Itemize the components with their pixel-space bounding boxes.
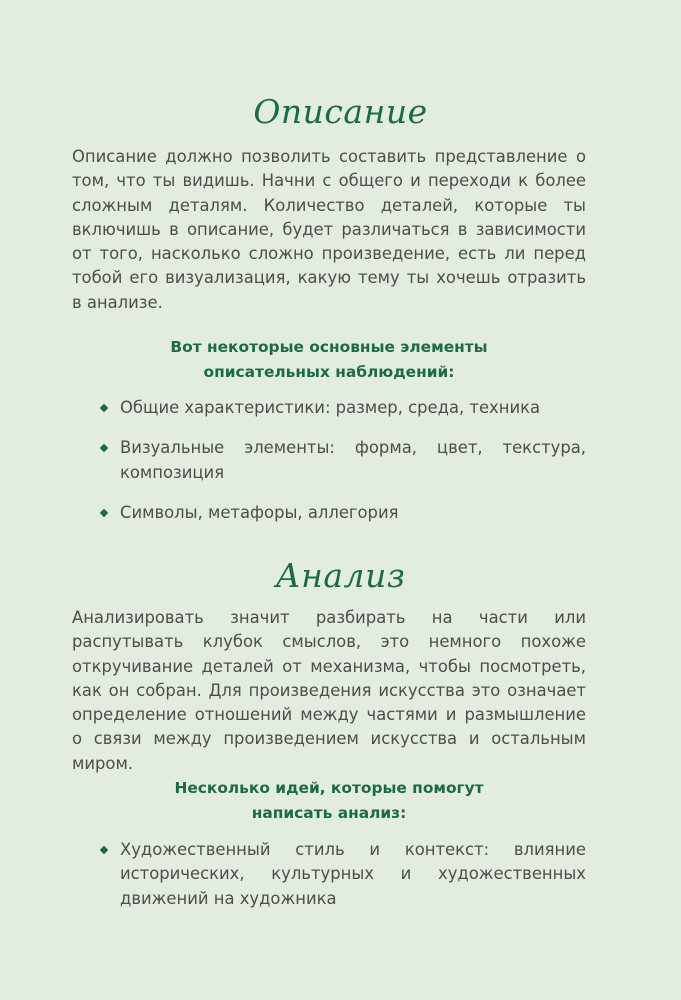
section-title-description: Описание bbox=[253, 92, 428, 131]
analysis-subheading-line-2: написать анализ: bbox=[251, 803, 407, 822]
analysis-subheading bbox=[120, 776, 538, 825]
analysis-paragraph: Анализировать значит разбирать на части или распутывать клубок смыслов, это немного похоже откручивание деталей от механизма, чтобы посмотреть, как он собран. Для произведения искусства это означает определение отношений между частями и размышление о связи между произведением искусства и остальным миром. bbox=[72, 608, 586, 773]
list-item bbox=[100, 396, 586, 420]
description-subheading bbox=[120, 335, 538, 384]
description-subheading-line-2: описательных наблюдений: bbox=[203, 362, 455, 381]
list-item-text: Художественный стиль и контекст: влияние исторических, культурных и художественных движений на художника bbox=[120, 840, 586, 908]
description-subheading-line-1: Вот некоторые основные элементы bbox=[170, 338, 488, 356]
description-bullet-list bbox=[100, 396, 586, 541]
list-item-text: Визуальные элементы: форма, цвет, текстура, композиция bbox=[120, 438, 586, 482]
list-item-text: Общие характеристики: размер, среда, техника bbox=[120, 398, 541, 417]
list-item bbox=[100, 436, 586, 485]
analysis-bullet-list bbox=[100, 838, 586, 927]
diamond-bullet-icon bbox=[100, 846, 108, 854]
diamond-bullet-icon bbox=[100, 509, 108, 517]
diamond-bullet-icon bbox=[100, 404, 108, 412]
diamond-bullet-icon bbox=[100, 444, 108, 452]
list-item bbox=[100, 501, 586, 525]
description-paragraph: Описание должно позволить составить представление о том, что ты видишь. Начни с общего и переходи к более сложным деталям. Количество деталей, которые ты включишь в описание, будет различаться в зависимости от того, насколько сложно произведение, есть ли перед тобой его визуализация, какую тему ты хочешь отразить в анализе. bbox=[72, 147, 586, 312]
list-item bbox=[100, 838, 586, 911]
list-item-text: Символы, метафоры, аллегория bbox=[120, 502, 399, 522]
analysis-subheading-line-1: Несколько идей, которые помогут bbox=[174, 779, 484, 797]
section-title-analysis: Анализ bbox=[275, 556, 406, 595]
